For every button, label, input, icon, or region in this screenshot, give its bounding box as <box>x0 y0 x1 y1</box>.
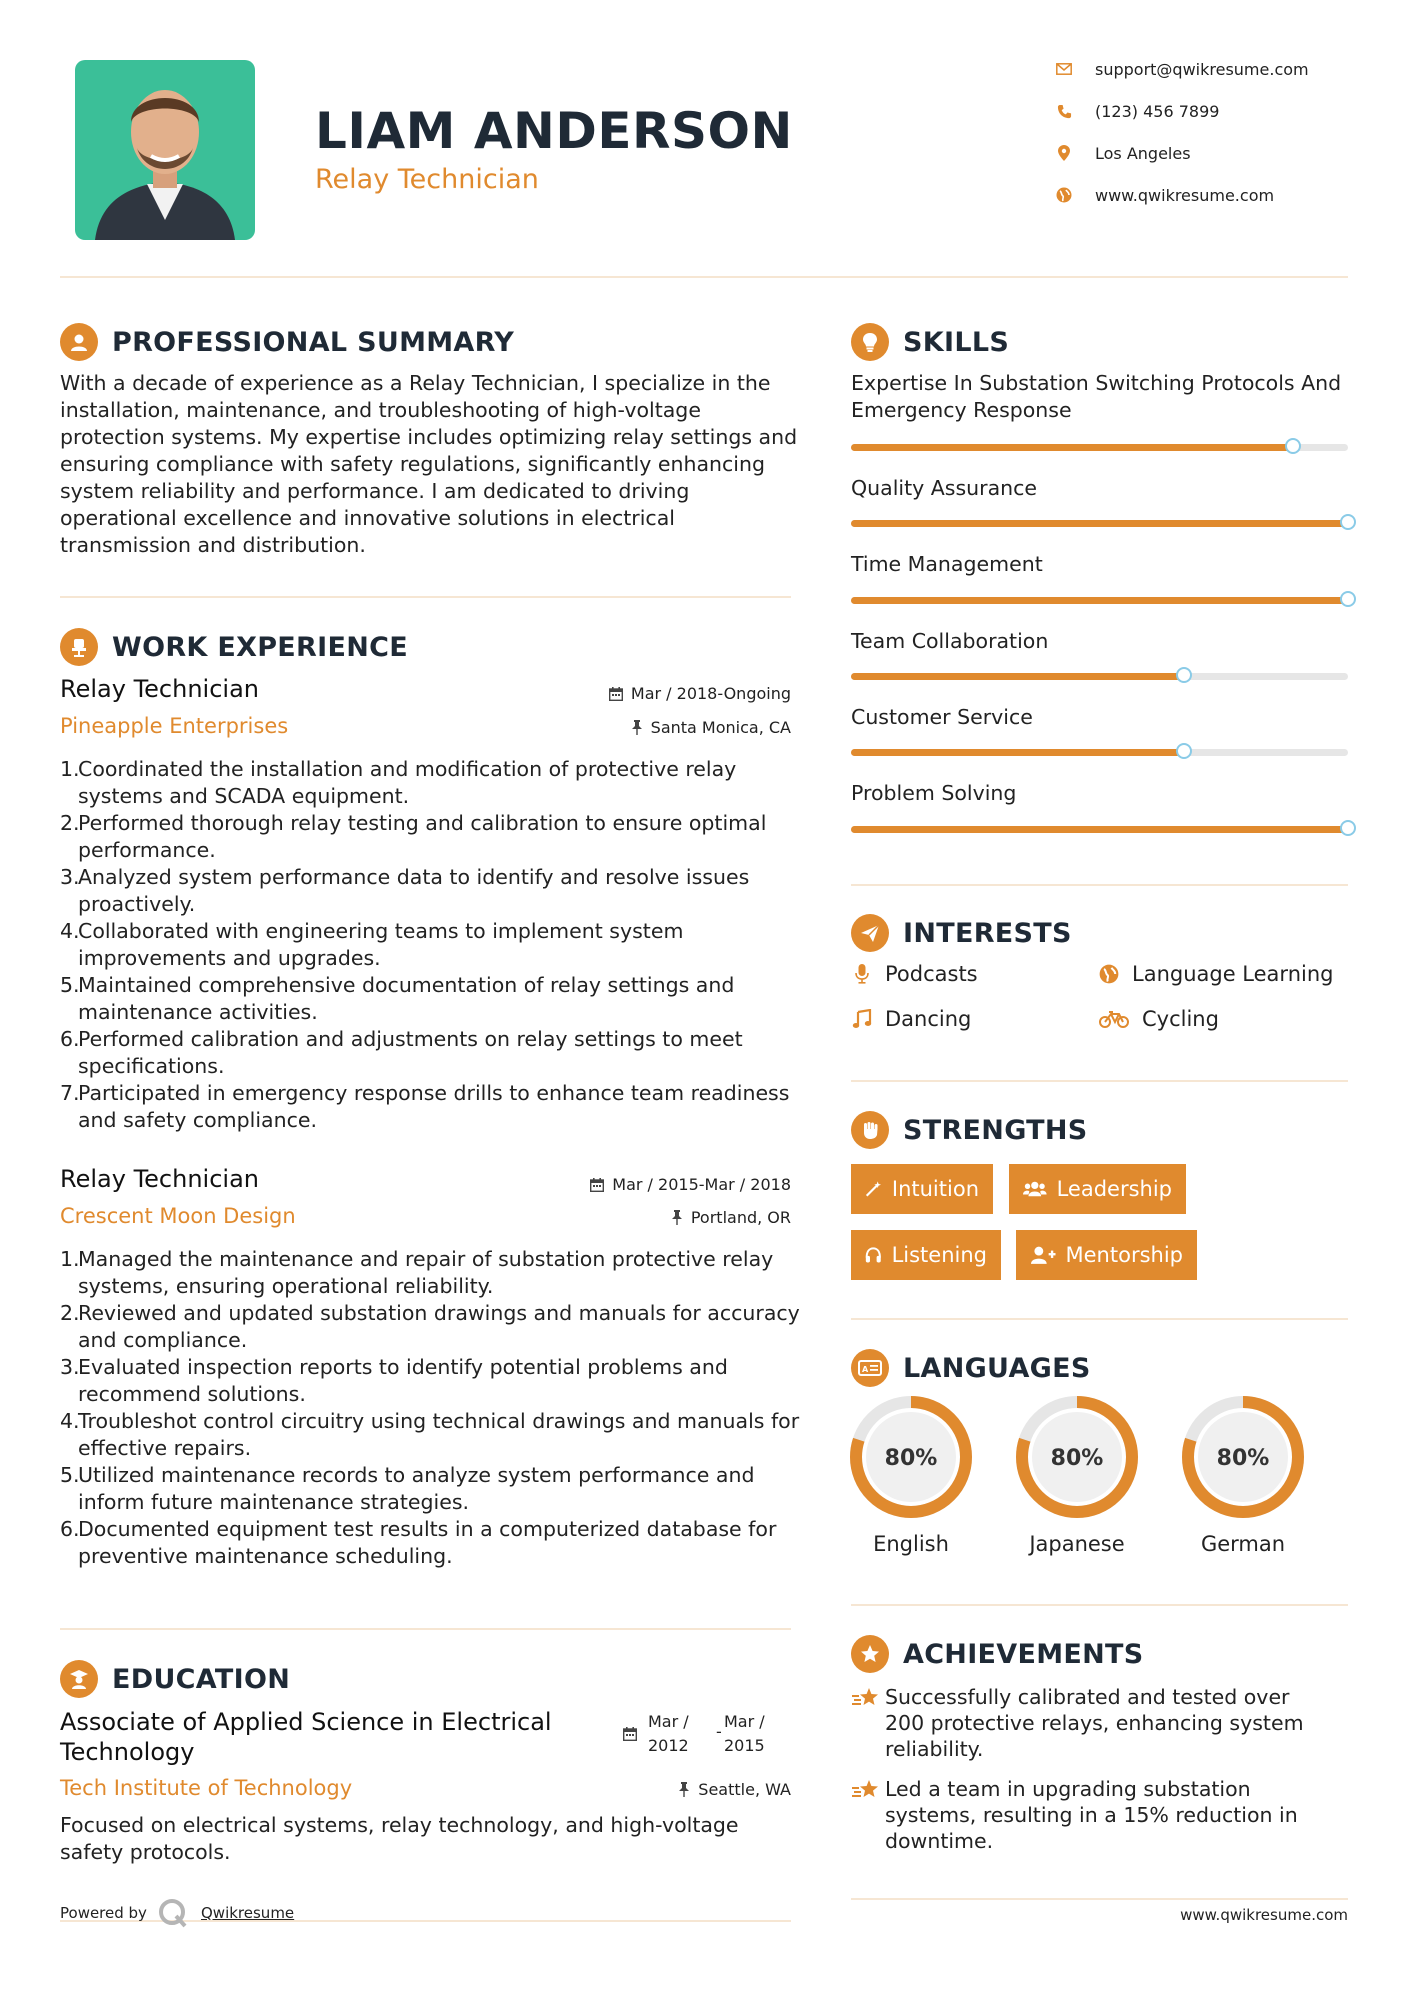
skill-label: Time Management <box>851 552 1043 576</box>
list-item: Participated in emergency response drills to enhance team readiness and safety compliance. <box>78 1081 790 1132</box>
contact-website[interactable] <box>1055 183 1274 207</box>
language-name: German <box>1200 1532 1286 1556</box>
globe-icon <box>1098 964 1120 984</box>
skill-bar-knob <box>1176 667 1192 683</box>
skill-bar-fill <box>851 673 1184 680</box>
job-location: Portland, OR <box>491 1208 791 1227</box>
language-gauge <box>1181 1395 1305 1519</box>
job-company: Pineapple Enterprises <box>60 714 289 738</box>
job-title: Relay Technician <box>60 1165 259 1193</box>
list-item: Managed the maintenance and repair of substation protective relay systems, ensuring operational reliability. <box>78 1247 774 1298</box>
skill-bar-fill <box>851 597 1348 604</box>
section-interests <box>851 913 1072 953</box>
job-date: Mar / 2018-Ongoing <box>491 684 791 703</box>
skill-bar-knob <box>1340 820 1356 836</box>
lightbulb-icon <box>851 323 889 361</box>
language-percent: 80% <box>1216 1446 1270 1471</box>
language-percent: 80% <box>884 1446 938 1471</box>
language-gauge <box>1015 1395 1139 1519</box>
interest-item: Cycling <box>1098 1007 1219 1031</box>
strength-tag: Leadership <box>1009 1164 1186 1214</box>
footer-divider <box>851 1898 1348 1900</box>
avatar <box>75 60 255 240</box>
location-pin-icon <box>1055 144 1073 162</box>
contact-email[interactable] <box>1055 57 1309 81</box>
bicycle-icon <box>1098 1010 1130 1028</box>
section-languages <box>851 1348 1091 1388</box>
skill-bar <box>851 597 1348 604</box>
skill-bar <box>851 520 1348 527</box>
contact-email-text: support@qwikresume.com <box>1095 59 1309 79</box>
section-work-experience <box>60 627 408 667</box>
skill-label: Team Collaboration <box>851 629 1049 653</box>
job-company: Crescent Moon Design <box>60 1204 296 1228</box>
pushpin-icon <box>671 1210 683 1225</box>
section-title: LANGUAGES <box>903 1352 1091 1384</box>
contact-phone-text: (123) 456 7899 <box>1095 101 1220 121</box>
section-title: SKILLS <box>903 326 1010 358</box>
profile-photo <box>75 60 255 240</box>
contact-location-text: Los Angeles <box>1095 143 1191 163</box>
list-item: Troubleshot control circuitry using technical drawings and manuals for effective repairs. <box>78 1409 800 1460</box>
fist-icon <box>851 1111 889 1149</box>
list-item: Reviewed and updated substation drawings and manuals for accuracy and compliance. <box>78 1301 800 1352</box>
section-skills <box>851 322 1009 362</box>
skill-bar <box>851 444 1348 451</box>
skill-bar-knob <box>1285 438 1301 454</box>
list-item: Utilized maintenance records to analyze system performance and inform future maintenance strategies. <box>78 1463 755 1514</box>
job-bullets <box>60 1246 813 1570</box>
skill-bar-fill <box>851 444 1293 451</box>
list-item: Analyzed system performance data to identify and resolve issues proactively. <box>78 865 750 916</box>
star-badge-icon <box>851 1635 889 1673</box>
section-title: STRENGTHS <box>903 1114 1088 1146</box>
footer-website[interactable]: www.qwikresume.com <box>1180 1906 1348 1924</box>
contact-website-text: www.qwikresume.com <box>1095 185 1275 205</box>
skill-label: Problem Solving <box>851 781 1017 805</box>
shooting-star-icon <box>851 1684 885 1762</box>
interest-item: Language Learning <box>1098 962 1333 986</box>
section-professional-summary <box>60 322 514 362</box>
candidate-role: Relay Technician <box>315 164 539 195</box>
education-location: Seattle, WA <box>491 1780 791 1799</box>
skill-bar-knob <box>1340 514 1356 530</box>
headphones-icon <box>865 1245 882 1265</box>
strength-tag: Listening <box>851 1230 1001 1280</box>
achievement-item: Led a team in upgrading substation systems, resulting in a 15% reduction in downtime. <box>851 1776 1325 1854</box>
section-divider <box>851 884 1348 886</box>
magic-wand-icon <box>865 1179 882 1199</box>
qwikresume-link[interactable]: Qwikresume <box>201 1904 295 1922</box>
section-achievements <box>851 1634 1144 1674</box>
job-date: Mar / 2015-Mar / 2018 <box>491 1175 791 1194</box>
shooting-star-icon <box>851 1776 885 1854</box>
envelope-icon <box>1055 60 1073 78</box>
skill-bar-fill <box>851 749 1184 756</box>
contact-phone[interactable] <box>1055 99 1219 123</box>
section-title: ACHIEVEMENTS <box>903 1638 1144 1670</box>
section-divider <box>851 1080 1348 1082</box>
skill-bar-knob <box>1340 591 1356 607</box>
achievement-item: Successfully calibrated and tested over 200 protective relays, enhancing system reliability. <box>851 1684 1325 1762</box>
section-strengths <box>851 1110 1088 1150</box>
skill-label: Customer Service <box>851 705 1033 729</box>
header-divider <box>60 276 1348 278</box>
education-description: Focused on electrical systems, relay technology, and high-voltage safety protocols. <box>60 1813 739 1864</box>
list-item: Collaborated with engineering teams to implement system improvements and upgrades. <box>78 919 684 970</box>
job-title: Relay Technician <box>60 675 259 703</box>
job-bullets <box>60 756 813 1134</box>
pushpin-icon <box>678 1782 690 1797</box>
education-degree: Associate of Applied Science in Electrical Technology <box>60 1708 552 1766</box>
calendar-icon <box>609 687 623 701</box>
contact-location <box>1055 141 1191 165</box>
skill-bar <box>851 826 1348 833</box>
section-title: PROFESSIONAL SUMMARY <box>112 326 515 358</box>
music-note-icon <box>851 1009 873 1029</box>
skill-bar <box>851 673 1348 680</box>
interest-item: Podcasts <box>851 962 978 986</box>
list-item: Performed thorough relay testing and calibration to ensure optimal performance. <box>78 811 767 862</box>
paper-plane-icon <box>851 914 889 952</box>
section-divider <box>851 1604 1348 1606</box>
interest-item: Dancing <box>851 1007 971 1031</box>
list-item: Evaluated inspection reports to identify potential problems and recommend solutions. <box>78 1355 728 1406</box>
calendar-icon <box>623 1727 637 1741</box>
phone-icon <box>1055 102 1073 120</box>
job-location: Santa Monica, CA <box>491 718 791 737</box>
education-date: Mar / 2012 - Mar / 2015 <box>623 1712 793 1762</box>
strength-tag: Mentorship <box>1016 1230 1197 1280</box>
section-divider <box>851 1318 1348 1320</box>
qwikresume-logo-icon <box>158 1898 188 1928</box>
pushpin-icon <box>631 720 643 735</box>
skill-bar <box>851 749 1348 756</box>
list-item: Coordinated the installation and modification of protective relay systems and SCADA equipment. <box>78 757 737 808</box>
list-item: Performed calibration and adjustments on relay settings to meet specifications. <box>78 1027 743 1078</box>
language-percent: 80% <box>1050 1446 1104 1471</box>
education-school: Tech Institute of Technology <box>60 1776 353 1800</box>
language-name: English <box>873 1532 949 1556</box>
microphone-icon <box>851 964 873 984</box>
section-education <box>60 1659 290 1699</box>
user-plus-icon <box>1030 1245 1056 1265</box>
section-title: WORK EXPERIENCE <box>112 631 408 663</box>
skill-bar-fill <box>851 826 1348 833</box>
skill-label: Expertise In Substation Switching Protocols And Emergency Response <box>851 371 1342 422</box>
section-divider <box>60 1628 791 1630</box>
section-title: EDUCATION <box>112 1663 291 1695</box>
skill-bar-fill <box>851 520 1348 527</box>
summary-text: With a decade of experience as a Relay Technician, I specialize in the installation, maintenance, and troubleshooting of high-voltage protection systems. My expertise includes optimizing relay settings and ensuring compliance with safety regulations, significantly enhancing system reliability and performance. I am dedicated to driving operational excellence and innovative solutions in electrical transmission and distribution. <box>60 371 798 557</box>
candidate-name: LIAM ANDERSON <box>315 102 793 160</box>
user-icon <box>60 323 98 361</box>
users-icon <box>1023 1179 1047 1199</box>
globe-icon <box>1055 186 1073 204</box>
id-card-icon <box>851 1349 889 1387</box>
graduate-icon <box>60 1660 98 1698</box>
skill-label: Quality Assurance <box>851 476 1038 500</box>
list-item: Documented equipment test results in a computerized database for preventive maintenance scheduling. <box>78 1517 777 1568</box>
chair-icon <box>60 628 98 666</box>
section-title: INTERESTS <box>903 917 1072 949</box>
section-divider <box>60 596 791 598</box>
list-item: Maintained comprehensive documentation of relay settings and maintenance activities. <box>78 973 735 1024</box>
calendar-icon <box>590 1178 604 1192</box>
strength-tag: Intuition <box>851 1164 993 1214</box>
svg-text:A: A <box>862 1365 869 1374</box>
language-name: Japanese <box>1029 1532 1125 1556</box>
skill-bar-knob <box>1176 743 1192 759</box>
language-gauge <box>849 1395 973 1519</box>
powered-by-label: Powered by <box>60 1904 147 1922</box>
